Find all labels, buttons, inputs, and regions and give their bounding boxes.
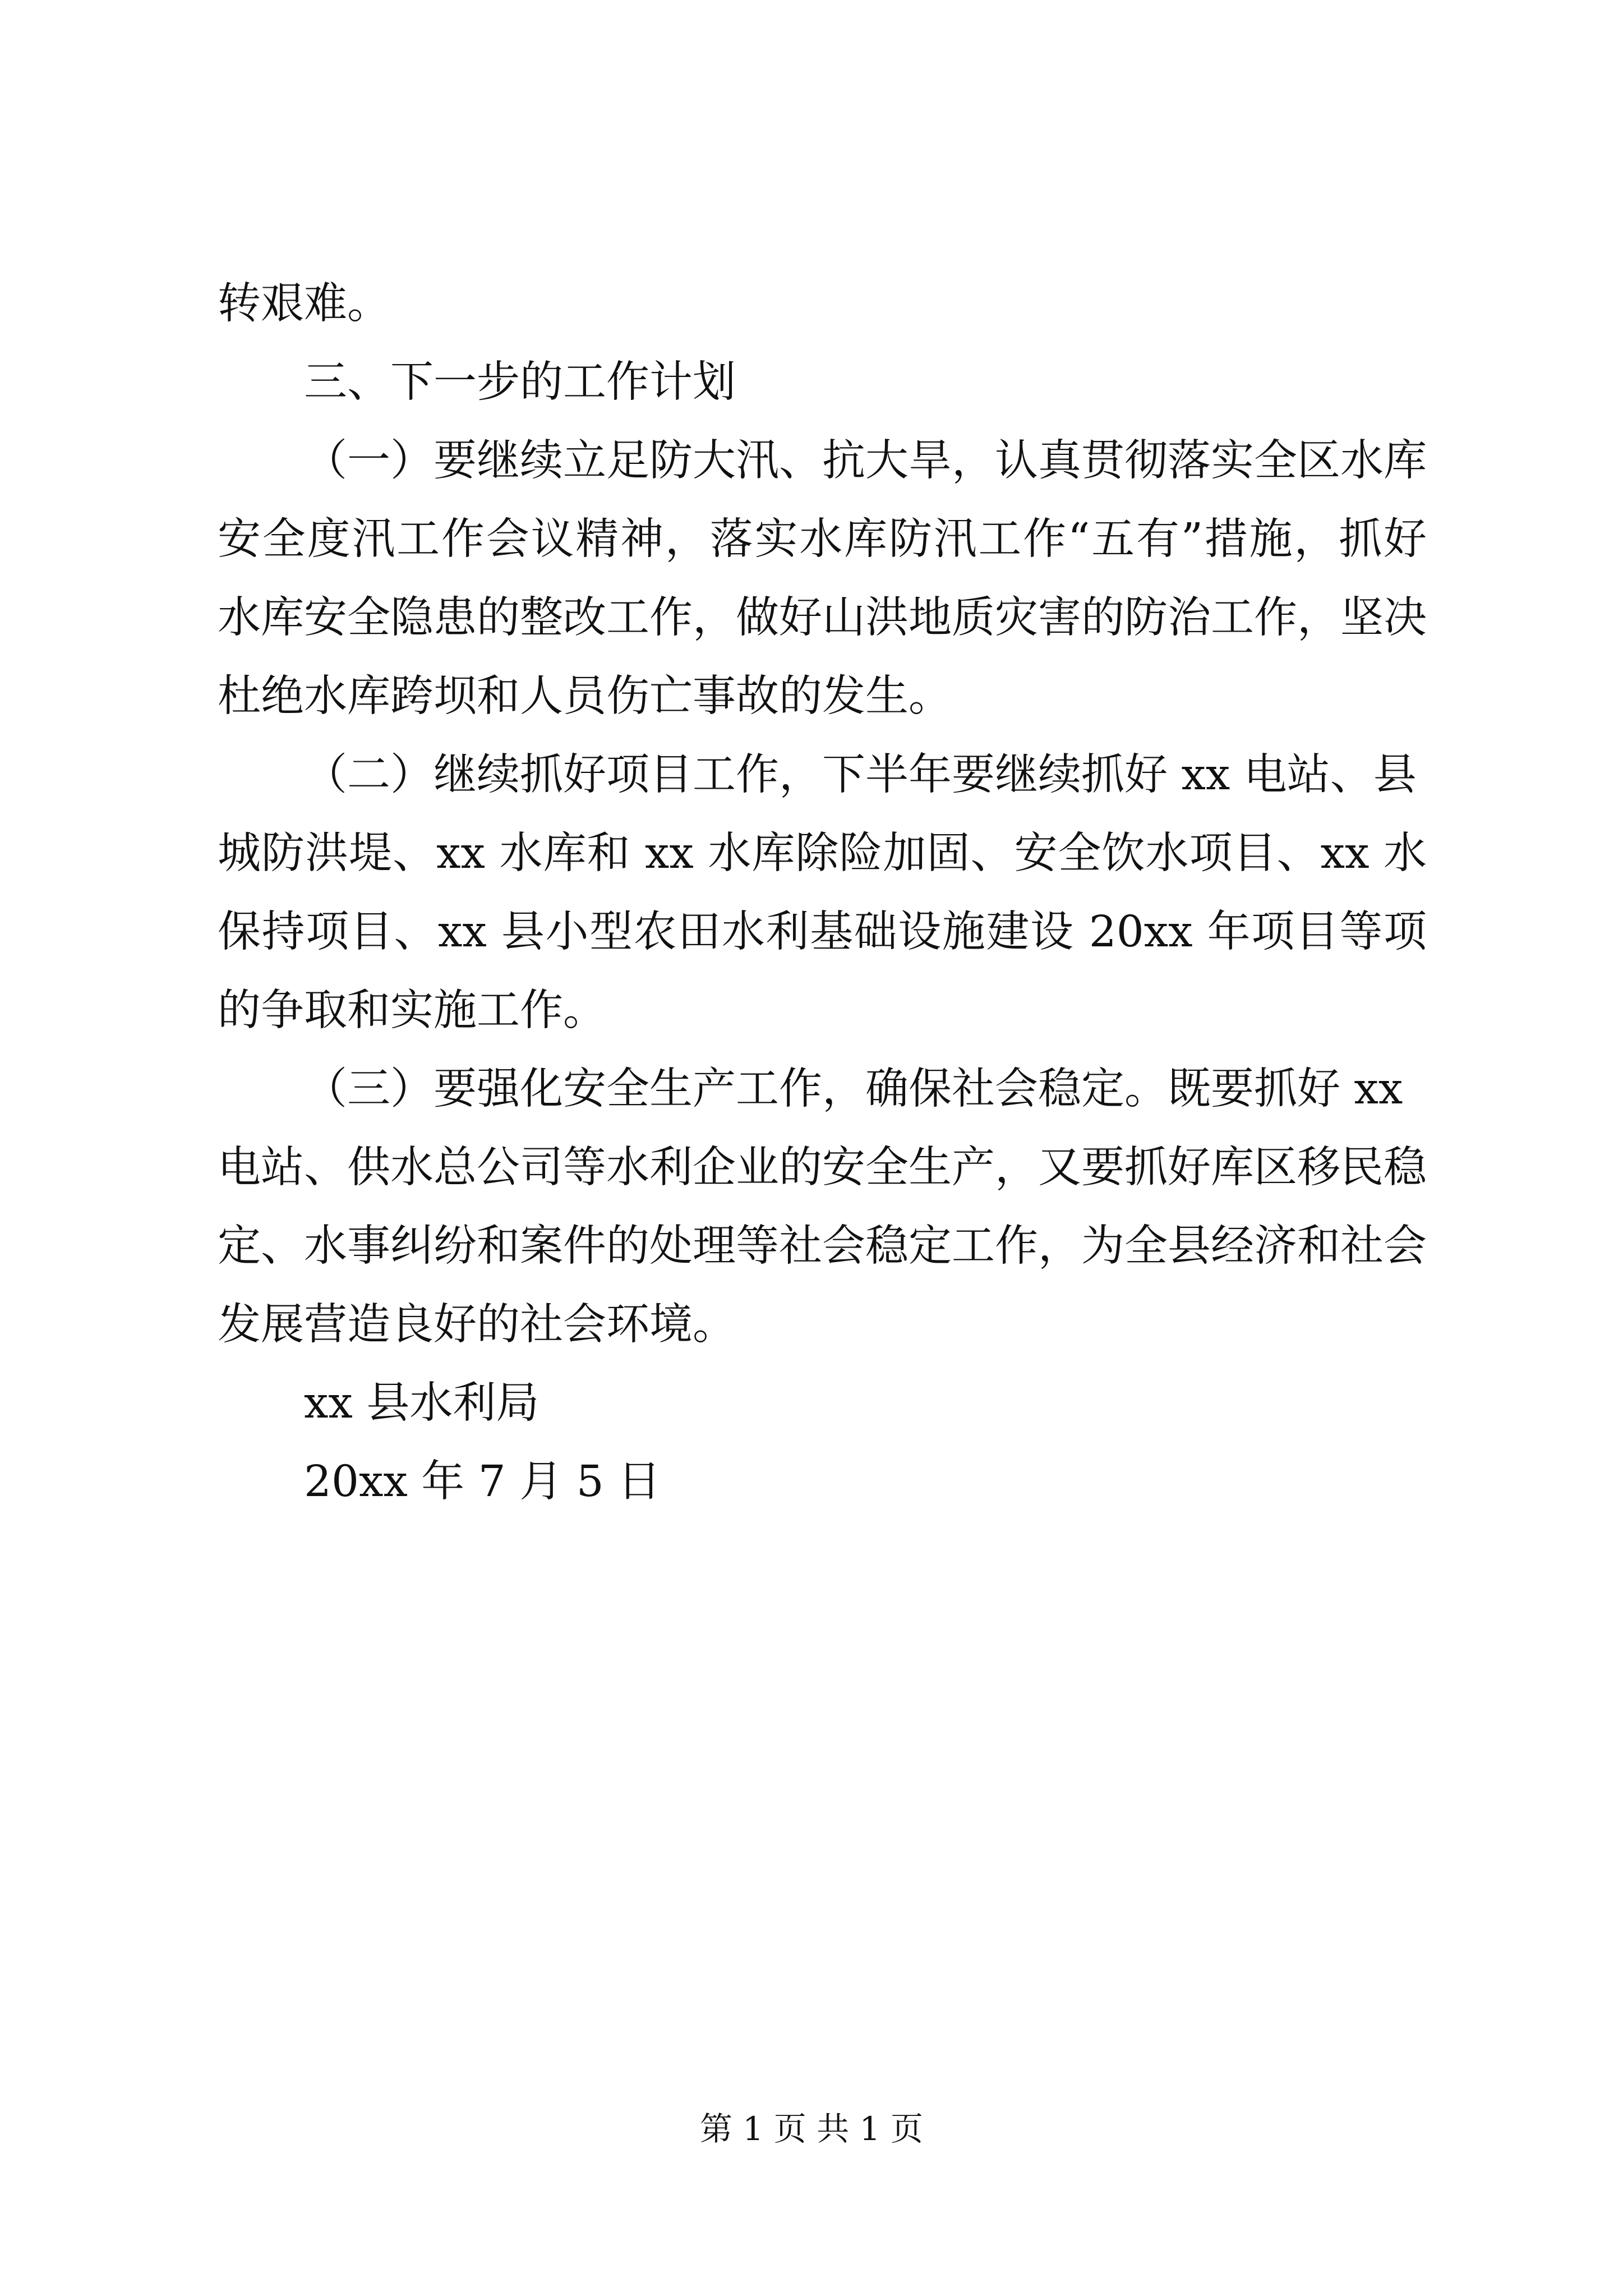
paragraph-2-line: 保持项目、xx 县小型农田水利基础设施建设 20xx 年项目等项 [218,907,1427,957]
signature-organization: xx 县水利局 [304,1378,540,1428]
paragraph-1-line: 杜绝水库跨坝和人员伤亡事故的发生。 [218,671,952,721]
paragraph-1 [218,422,1427,736]
paragraph-1-line: 安全度汛工作会议精神，落实水库防汛工作“五有”措施，抓好 [218,514,1427,564]
paragraph-3-line: 发展营造良好的社会环境。 [218,1300,736,1350]
paragraph-3-line: 电站、供水总公司等水利企业的安全生产，又要抓好库区移民稳 [218,1143,1427,1193]
document-body [218,265,1427,1521]
paragraph-1-line: 水库安全隐患的整改工作，做好山洪地质灾害的防治工作，坚决 [218,593,1427,643]
paragraph-2-line: 的争取和实施工作。 [218,986,606,1036]
paragraph-3 [218,1050,1427,1364]
paragraph-3-line: （三）要强化安全生产工作，确保社会稳定。既要抓好 xx [304,1064,1403,1114]
section-heading: 三、下一步的工作计划 [304,357,736,407]
paragraph-2-line: （二）继续抓好项目工作，下半年要继续抓好 xx 电站、县 [304,750,1417,800]
paragraph-2 [218,736,1427,1050]
page-footer: 第 1 页 共 1 页 [700,2110,923,2148]
paragraph-2-line: 城防洪堤、xx 水库和 xx 水库除险加固、安全饮水项目、xx 水 [218,829,1427,878]
text-line-continuation: 转艰难。 [218,279,390,329]
paragraph-3-line: 定、水事纠纷和案件的处理等社会稳定工作，为全县经济和社会 [218,1221,1427,1271]
paragraph-1-line: （一）要继续立足防大汛、抗大旱，认真贯彻落实全区水库 [304,436,1427,486]
signature-date: 20xx 年 7 月 5 日 [304,1457,661,1507]
